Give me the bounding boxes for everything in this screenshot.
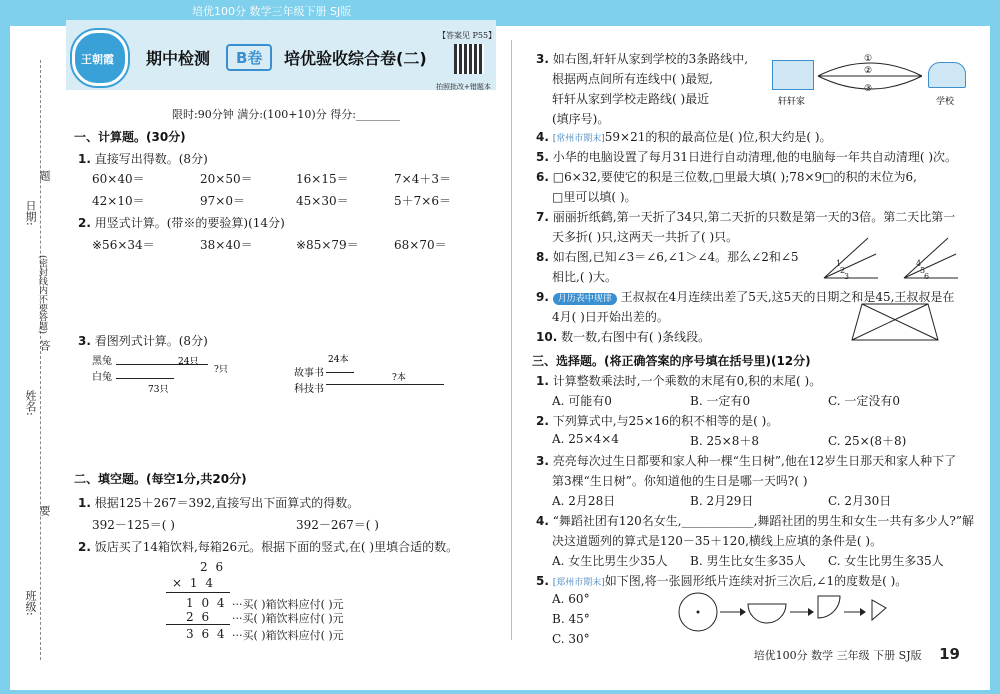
question (536, 148, 957, 165)
trapezoid (852, 304, 938, 340)
fig-label: 24本 (328, 355, 349, 365)
c3: 亮亮每次过生日都要和家人种一棵“生日树”,他在12岁生日那天和家人种下了 (552, 454, 957, 468)
q-number: 5. (536, 574, 549, 588)
question (78, 538, 458, 555)
question (536, 208, 955, 225)
r-q7b: 天多折( )只,这两天一共折了( )只。 (552, 230, 739, 244)
class-label: 班级: (24, 590, 37, 616)
r-q8b: 相比,( )大。 (552, 270, 617, 284)
q-number: 1. (536, 374, 549, 388)
vm-row: 3 6 4 (186, 627, 227, 641)
vm-explain: ···买( )箱饮料应付( )元 (232, 612, 344, 625)
segment-figure (850, 302, 940, 342)
q3-text: 看图列式计算。(8分) (94, 334, 208, 348)
q-number: 8. (536, 250, 549, 264)
fig-label: 科技书 (294, 384, 324, 395)
r-q6: □6×32,要使它的积是三位数,□里最大填( );78×9□的积的末位为6, (552, 170, 917, 184)
s2q2-text: 饭店买了14箱饮料,每箱26元。根据下面的竖式,在( )里填合适的数。 (94, 540, 459, 554)
r-q7: 丽丽折纸鹤,第一天折了34只,第二天折的只数是第一天的3倍。第二天比第一 (552, 210, 956, 224)
page-title: 培优验收综合卷(二) (284, 49, 427, 68)
r-q8: 如右图,已知∠3＝∠6,∠1＞∠4。那么∠2和∠5 (552, 250, 799, 264)
c5: 如下图,将一张圆形纸片连续对折三次后,∠1的度数是( )。 (604, 574, 908, 588)
angle-ray (904, 254, 956, 278)
angle-label: 6 (924, 272, 930, 281)
eighth-circle (872, 600, 886, 620)
q-number: 4. (536, 130, 549, 144)
calc-item: 38×40＝ (200, 238, 253, 252)
r-q9: 王叔叔在4月连续出差了5天,这5天的日期之和是45,王叔叔是在 (620, 290, 955, 304)
option: C. 女生比男生多35人 (828, 554, 944, 568)
option: A. 25×4×4 (552, 432, 619, 446)
section-3-title: 三、选择题。(将正确答案的序号填在括号里)(12分) (532, 354, 811, 368)
question (78, 494, 359, 511)
topic-tag: 月历表中规律 (553, 293, 617, 305)
option: B. 男生比女生多35人 (690, 554, 806, 568)
r-q4: 59×21的积的最高位是( )位,积大约是( )。 (604, 130, 832, 144)
angle-label: 4 (916, 259, 922, 268)
angle-label: 1 (836, 259, 842, 268)
fig-label: 故事书 (294, 368, 324, 379)
question (536, 50, 748, 67)
calc-item: 60×40＝ (92, 172, 145, 186)
option: C. 一定没有0 (828, 394, 901, 408)
r-q6b: □里可以填( )。 (552, 190, 637, 204)
answer-ref: 【答案见 P55】 (438, 31, 497, 40)
q-number: 2. (78, 216, 91, 230)
q-number: 10. (536, 330, 558, 344)
c3b: 第3棵“生日树”。你知道他的生日是哪一天吗?( ) (552, 474, 808, 488)
question (536, 168, 917, 185)
option: B. 2月29日 (690, 494, 754, 508)
calc-item: 16×15＝ (296, 172, 349, 186)
q-number: 5. (536, 150, 549, 164)
angle-figure (818, 236, 968, 282)
question (536, 572, 907, 589)
badge: B卷 (226, 44, 272, 71)
q-number: 3. (536, 454, 549, 468)
q-number: 3. (78, 334, 91, 348)
half-circle (748, 604, 786, 623)
angle-ray (824, 254, 876, 278)
calc-item: ※56×34＝ (92, 238, 155, 252)
option: A. 女生比男生少35人 (552, 554, 668, 568)
question (78, 332, 208, 349)
c1: 计算整数乘法时,一个乘数的末尾有0,积的末尾( )。 (552, 374, 822, 388)
fig-label: ?只 (214, 365, 228, 375)
question (78, 214, 285, 231)
diagonal (852, 304, 928, 340)
arrow-head (808, 608, 814, 616)
quarter-circle (818, 596, 840, 618)
route-label: ① (864, 54, 873, 64)
angle-label: 3 (844, 272, 850, 281)
calc-item: 20×50＝ (200, 172, 253, 186)
center-dot (697, 611, 700, 614)
qr-code (454, 44, 484, 74)
date-label: 日期: (24, 200, 37, 226)
exam-type: 期中检测 (146, 49, 211, 68)
question (536, 452, 956, 469)
c4: “舞蹈社团有120名女生,____________,舞蹈社团的男生和女生一共有多少人?”解 (552, 514, 974, 528)
angle-label: 5 (920, 266, 926, 275)
calc-item: 7×4＋3＝ (394, 172, 451, 186)
footer-text: 培优100分 数学 三年级 下册 SJ版 (753, 649, 922, 662)
calc-item: 5＋7×6＝ (394, 194, 451, 208)
question (536, 412, 778, 429)
r-q3-line: 如右图,轩轩从家到学校的3条路线中, (552, 52, 749, 66)
name-label: 姓名: (24, 390, 37, 416)
fill-item: 392－267＝( ) (296, 518, 379, 532)
section-1-title: 一、计算题。(30分) (74, 130, 186, 144)
r-q3-line: (填序号)。 (552, 112, 610, 126)
fig-label: ?本 (392, 373, 406, 383)
vm-row: 2 6 (200, 560, 226, 574)
school-icon (928, 62, 966, 88)
fill-item: 392－125＝( ) (92, 518, 175, 532)
option: B. 45° (552, 612, 590, 626)
s2q1-text: 根据125＋267＝392,直接写出下面算式的得数。 (94, 496, 360, 510)
q1-text: 直接写出得数。(8分) (94, 152, 208, 166)
route-label: ② (864, 66, 873, 76)
seal-line (40, 60, 41, 660)
source-tag: [常州市期末] (552, 134, 605, 144)
r-q10: 数一数,右图中有( )条线段。 (561, 330, 711, 344)
banner-text: 培优100分 数学三年级下册 SJ版 (192, 5, 352, 18)
fig-label: 轩轩家 (778, 97, 806, 107)
q-number: 1. (78, 496, 91, 510)
calc-item: 68×70＝ (394, 238, 447, 252)
vm-row: 2 6 (186, 610, 212, 624)
fig-label: 黑兔 (92, 356, 112, 367)
vm-line (166, 624, 230, 625)
option: C. 30° (552, 632, 590, 646)
fig-label: 学校 (936, 97, 955, 107)
fig-label: 73只 (148, 385, 169, 395)
arrow-head (740, 608, 746, 616)
vm-row: × 1 4 (172, 576, 215, 590)
footer (754, 645, 960, 663)
fig-label: 白兔 (92, 372, 112, 383)
seal-char: 题 (38, 170, 51, 181)
c2: 下列算式中,与25×16的积不相等的是( )。 (552, 414, 779, 428)
option: C. 2月30日 (828, 494, 892, 508)
calc-item: 97×0＝ (200, 194, 245, 208)
calc-item: 42×10＝ (92, 194, 145, 208)
calc-item: 45×30＝ (296, 194, 349, 208)
q-number: 6. (536, 170, 549, 184)
header-band (66, 20, 496, 90)
question (78, 150, 208, 167)
calc-item: ※85×79＝ (296, 238, 359, 252)
r-q3-line: 轩轩从家到学校走路线( )最近 (552, 92, 710, 106)
option: B. 一定有0 (690, 394, 751, 408)
q-number: 2. (78, 540, 91, 554)
vm-row: 1 0 4 (186, 596, 227, 610)
r-q3-line: 根据两点间所有连线中( )最短, (552, 72, 713, 86)
question (536, 512, 974, 529)
c4b: 决这道题列的算式是120－35＋120,横线上应填的条件是( )。 (552, 534, 883, 548)
logo (72, 30, 128, 86)
bar-story (326, 372, 354, 373)
house-icon (772, 60, 814, 90)
question (536, 372, 821, 389)
fig-label: 24只 (178, 357, 199, 367)
q-number: 2. (536, 414, 549, 428)
seal-warning: (密封线内不要答题) (37, 255, 47, 335)
q2-text: 用竖式计算。(带※的要验算)(14分) (94, 216, 285, 230)
column-divider (511, 40, 512, 640)
source-tag: [郑州市期末] (552, 578, 605, 588)
bar-white (116, 378, 174, 379)
r-q9b: 4月( )日开始出差的。 (552, 310, 669, 324)
angle-label: 2 (840, 266, 846, 275)
qr-caption: 拍照批改+错题本 (436, 83, 491, 91)
section-2-title: 二、填空题。(每空1分,共20分) (74, 472, 247, 486)
vm-line (166, 592, 230, 593)
arrow-head (860, 608, 866, 616)
q-number: 4. (536, 514, 549, 528)
route-label: ③ (864, 84, 873, 94)
option: A. 60° (552, 592, 590, 606)
q-number: 3. (536, 52, 549, 66)
question (536, 128, 832, 145)
q-number: 9. (536, 290, 549, 304)
option: A. 可能有0 (552, 394, 612, 408)
folding-figure (676, 590, 896, 634)
bar-science (326, 384, 444, 385)
r-q5: 小华的电脑设置了每月31日进行自动清理,他的电脑每一年共自动清理( )次。 (552, 150, 958, 164)
seal-char: 要 (38, 505, 51, 516)
diagonal (862, 304, 938, 340)
option: B. 25×8＋8 (690, 434, 760, 448)
option: C. 25×(8＋8) (828, 434, 907, 448)
question (536, 328, 710, 345)
exam-info: 限时:90分钟 满分:(100+10)分 得分:________ (172, 108, 400, 121)
q-number: 7. (536, 210, 549, 224)
logo-text: 王朝霞 (81, 53, 114, 66)
q-number: 1. (78, 152, 91, 166)
question (536, 248, 799, 265)
vm-explain: ···买( )箱饮料应付( )元 (232, 598, 344, 611)
page-number: 19 (939, 645, 960, 663)
option: A. 2月28日 (552, 494, 616, 508)
seal-char: 答 (38, 340, 51, 351)
vm-explain: ···买( )箱饮料应付( )元 (232, 629, 344, 642)
